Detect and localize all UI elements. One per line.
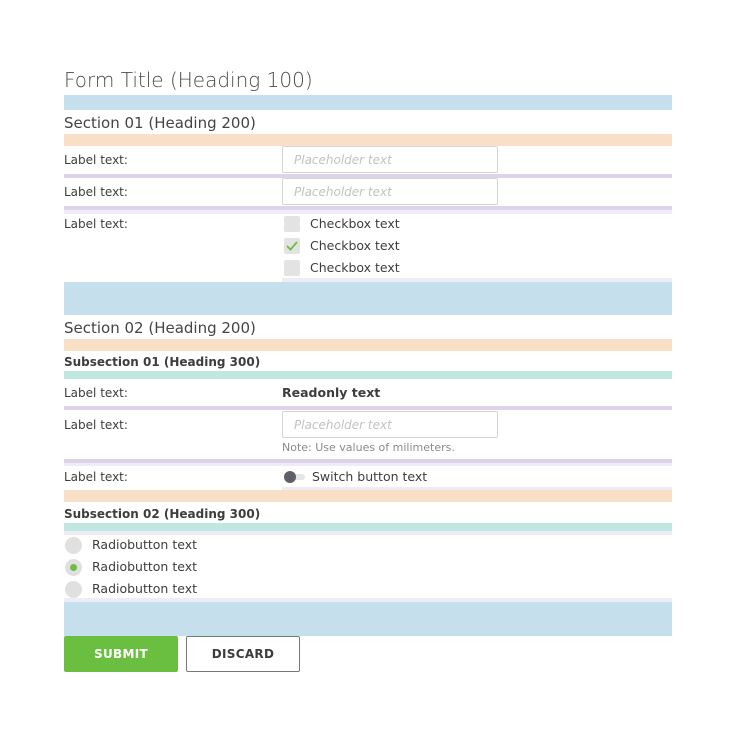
form-title: Form Title (Heading 100) [64,68,313,92]
checkbox-label: Checkbox text [310,216,400,231]
radio-2[interactable] [65,559,82,576]
text-input-1[interactable] [282,146,498,173]
field-label: Label text: [64,418,128,432]
radio-label: Radiobutton text [92,537,197,552]
radio-label: Radiobutton text [92,581,197,596]
spacer-band [64,95,672,110]
spacer-band [64,602,672,636]
checkbox-3[interactable] [284,260,300,276]
field-note: Note: Use values of milimeters. [282,441,455,454]
text-input-2[interactable] [282,178,498,205]
radio-1[interactable] [65,537,82,554]
field-label: Label text: [64,153,128,167]
spacer-band [64,523,672,531]
subsection-02-heading: Subsection 02 (Heading 300) [64,507,261,521]
switch-label: Switch button text [312,469,428,484]
spacer-band [64,490,672,502]
radio-selected-dot [70,564,77,571]
spacer-band [64,210,672,214]
field-label: Label text: [64,217,128,231]
spacer-band [64,282,672,315]
checkmark-icon [286,241,298,251]
field-label: Label text: [64,185,128,199]
section-02-heading: Section 02 (Heading 200) [64,319,256,337]
field-label: Label text: [64,386,128,400]
field-label: Label text: [64,470,128,484]
radio-3[interactable] [65,581,82,598]
discard-button[interactable]: DISCARD [186,636,300,672]
submit-button[interactable]: SUBMIT [64,636,178,672]
spacer-band [64,339,672,351]
checkbox-2[interactable] [284,238,300,254]
checkbox-label: Checkbox text [310,238,400,253]
section-01-heading: Section 01 (Heading 200) [64,114,256,132]
switch-knob[interactable] [284,471,296,483]
checkbox-label: Checkbox text [310,260,400,275]
radio-label: Radiobutton text [92,559,197,574]
spacer-band [64,371,672,379]
spacer-band [64,406,672,410]
spacer-band [64,531,672,535]
subsection-01-heading: Subsection 01 (Heading 300) [64,355,261,369]
text-input-3[interactable] [282,411,498,438]
spacer-band [64,134,672,146]
readonly-value: Readonly text [282,385,381,400]
spacer-band [64,463,672,466]
checkbox-1[interactable] [284,216,300,232]
